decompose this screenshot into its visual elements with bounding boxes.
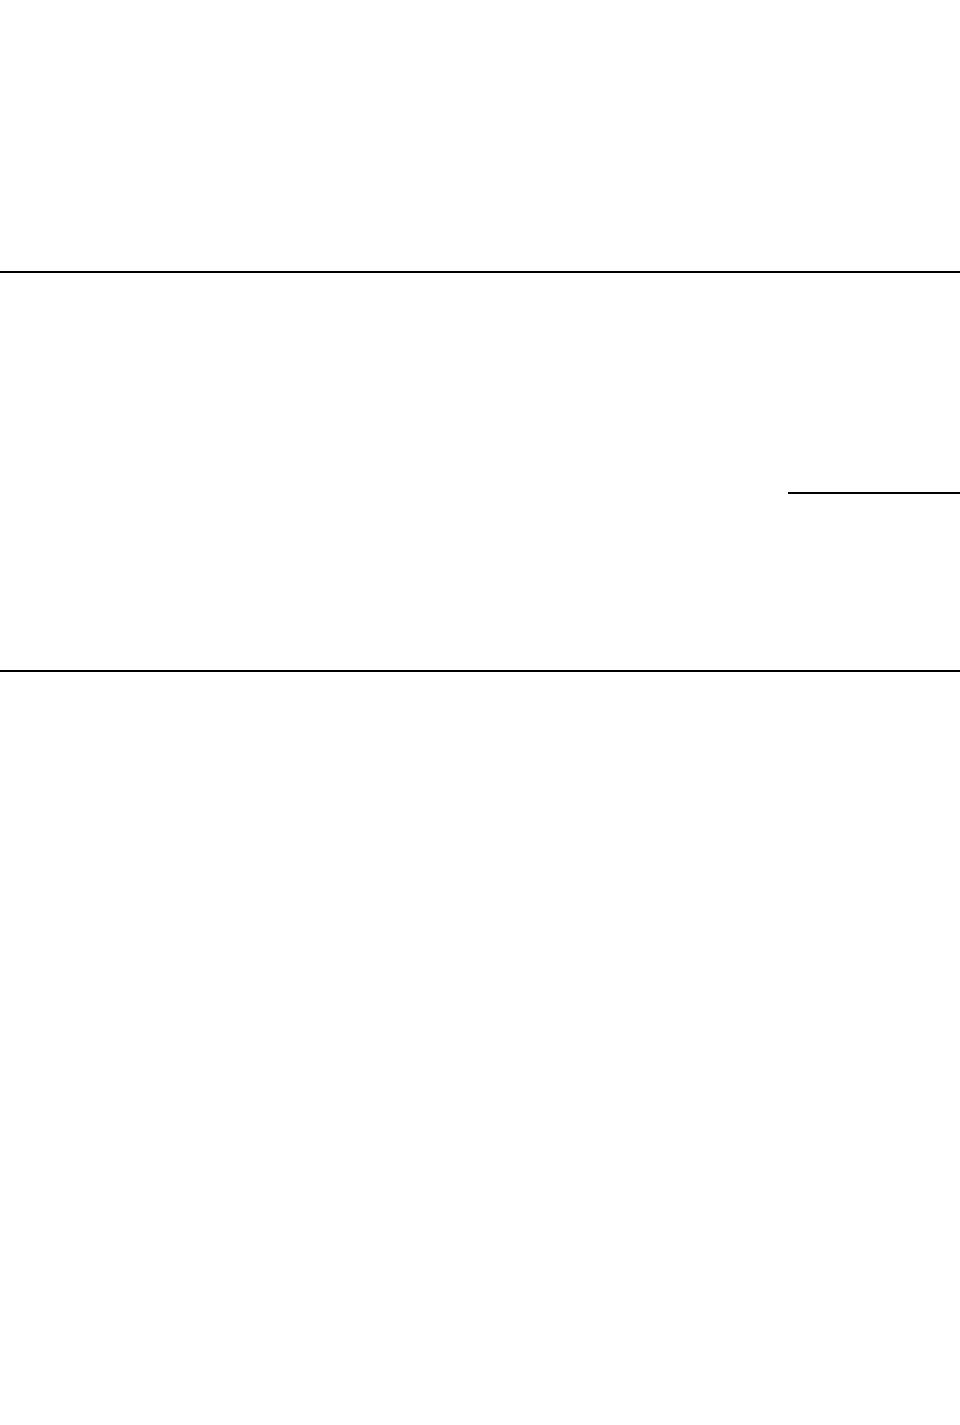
index-header-rule bbox=[0, 670, 960, 672]
sum-rule bbox=[788, 492, 960, 494]
header-rule bbox=[0, 271, 960, 273]
